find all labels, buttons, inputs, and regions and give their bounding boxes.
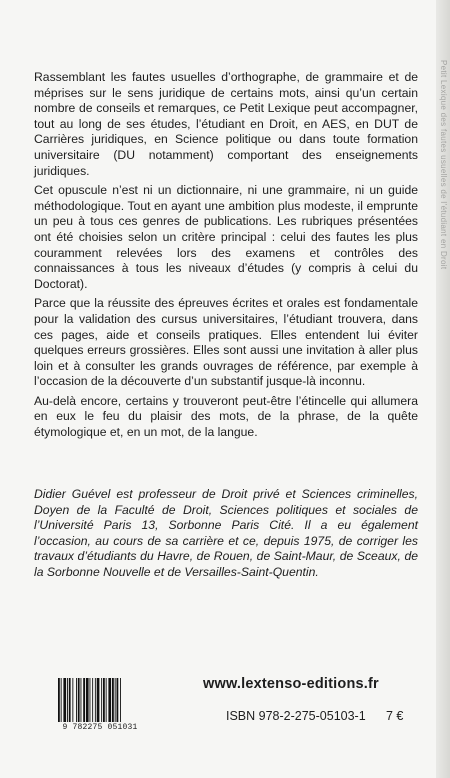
barcode-icon bbox=[57, 678, 143, 722]
price: 7 € bbox=[386, 709, 404, 723]
barcode-bar bbox=[76, 678, 77, 722]
barcode-bar bbox=[97, 678, 100, 722]
barcode-bar bbox=[120, 678, 121, 722]
barcode-bar bbox=[103, 678, 105, 722]
blurb-paragraph-1: Rassemblant les fautes usuelles d’orthographe, de grammaire et de méprises sur le sens juridique de certains mots, ainsi qu’un certain nombre de conseils et remarques, ce Petit Lexique peut accompagner, tout au long de ses études, l’étudiant en Droit, en AES, en DUT de Carrières juridiques, en Science politique ou dans toute formation universitaire (DU notamment) comportant des enseignements juridiques. bbox=[34, 70, 418, 178]
barcode-bar bbox=[63, 678, 66, 722]
barcode-bar bbox=[95, 678, 96, 722]
barcode-bar bbox=[90, 678, 91, 722]
publisher-website: www.lextenso-editions.fr bbox=[203, 676, 379, 692]
barcode-bar bbox=[92, 678, 93, 722]
blurb-paragraph-2: Cet opuscule n’est ni un dictionnaire, ni une grammaire, ni un guide méthodologique. Tout en ayant une ambition plus modeste, il emprunte un peu à tous ces genres de publications. Les rubriques présentées ont été choisies selon un critère principal : celui des fautes les plus couramment relevées lors des examens et contrôles des connaissances à tous les niveaux d’études (y compris à celui du Doctorat). bbox=[34, 183, 418, 291]
barcode-bar bbox=[108, 678, 111, 722]
barcode-bar bbox=[115, 678, 116, 722]
barcode-bar bbox=[67, 678, 68, 722]
barcode-bar bbox=[101, 678, 102, 722]
barcode-bar bbox=[58, 678, 60, 722]
barcode-bar bbox=[81, 678, 82, 722]
barcode-bar bbox=[86, 678, 89, 722]
barcode-bar bbox=[117, 678, 119, 722]
blurb bbox=[34, 70, 418, 445]
barcode-bar bbox=[83, 678, 85, 722]
barcode-bar bbox=[69, 678, 71, 722]
barcode-bar bbox=[61, 678, 62, 722]
barcode-bar bbox=[106, 678, 107, 722]
barcode-bar bbox=[72, 678, 73, 722]
blurb-paragraph-4: Au-delà encore, certains y trouveront peut-être l’étincelle qui allumera en eux le feu du plaisir des mots, de la phrase, de la quête étymologique et, en un mot, de la langue. bbox=[34, 393, 418, 440]
barcode-bar bbox=[78, 678, 80, 722]
author-bio: Didier Guével est professeur de Droit privé et Sciences criminelles, Doyen de la Faculté de Droit, Sciences politiques et sociales de l’Université Paris 13, Sorbonne Paris Cité. Il a eu également l’occasion, au cours de sa carrière et ce, depuis 1975, de corriger les travaux d’étudiants du Havre, de Rouen, de Saint-Maur, de Sceaux, de la Sorbonne Nouvelle et de Versailles-Saint-Quentin. bbox=[34, 487, 418, 579]
blurb-paragraph-3: Parce que la réussite des épreuves écrites et orales est fondamentale pour la validation des cursus universitaires, l’étudiant trouvera, dans ces pages, aide et conseils pratiques. Elles entendent lui éviter quelques erreurs grossières. Elles sont aussi une invitation à aller plus loin et à consulter les grands ouvrages de référence, par exemple à l’occasion de la découverte d’un substantif jusque-là inconnu. bbox=[34, 296, 418, 389]
barcode-bar bbox=[112, 678, 114, 722]
isbn: ISBN 978-2-275-05103-1 bbox=[226, 709, 366, 723]
spine-title: Petit Lexique des fautes usuelles de l’étudiant en Droit bbox=[439, 60, 448, 270]
barcode-number: 9 782275 051031 bbox=[62, 723, 138, 732]
barcode bbox=[57, 678, 143, 732]
spine-edge bbox=[436, 0, 450, 778]
